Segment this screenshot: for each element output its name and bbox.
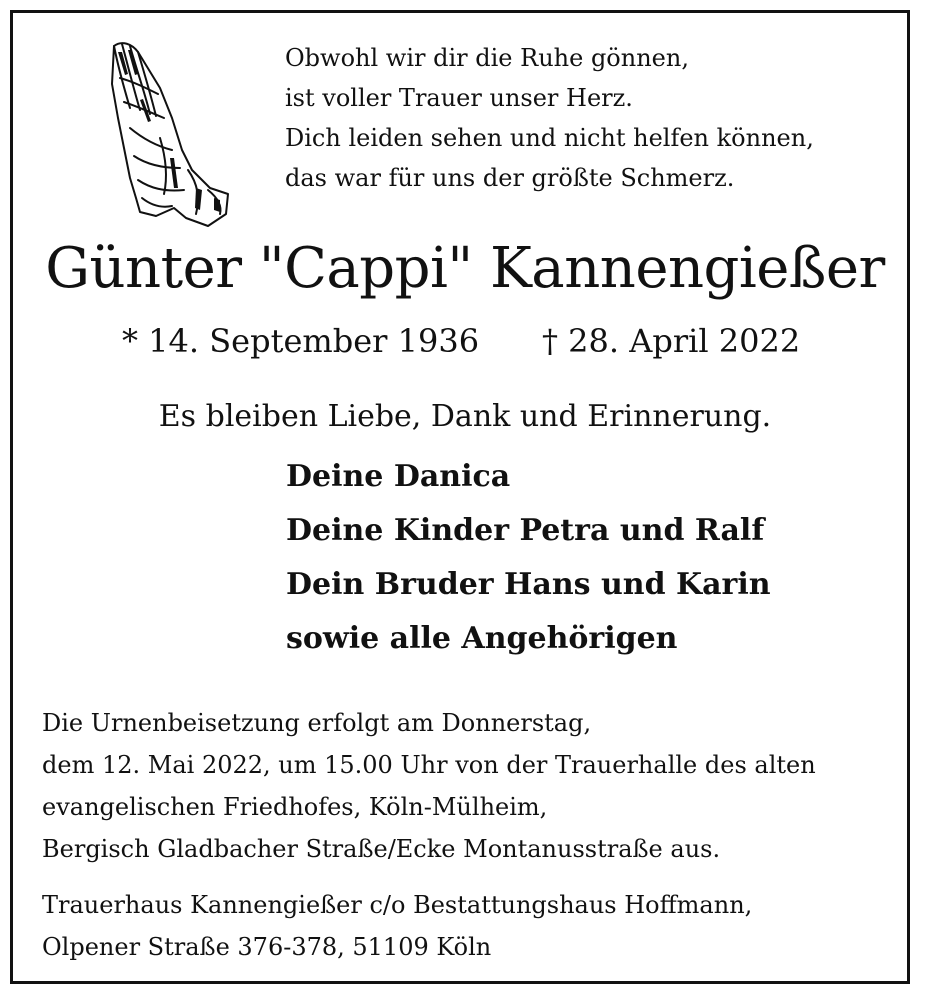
mourners-list [286, 450, 771, 666]
deceased-name: Günter "Cappi" Kannengießer [45, 236, 885, 301]
funeral-notice [42, 702, 816, 870]
poem-line: Dich leiden sehen und nicht helfen können, [285, 124, 814, 152]
mourner-entry: Deine Danica [286, 459, 511, 494]
mourning-address [42, 884, 752, 968]
funeral-line: Bergisch Gladbacher Straße/Ecke Montanusstraße aus. [42, 835, 721, 863]
poem [285, 38, 814, 198]
poem-line: ist voller Trauer unser Herz. [285, 84, 633, 112]
death-date: † 28. April 2022 [542, 322, 801, 360]
poem-line: Obwohl wir dir die Ruhe gönnen, [285, 44, 689, 72]
mourner-entry: Dein Bruder Hans und Karin [286, 567, 771, 602]
mourner-entry: Deine Kinder Petra und Ralf [286, 513, 765, 548]
motto: Es bleiben Liebe, Dank und Erinnerung. [158, 399, 772, 434]
address-line: Olpener Straße 376-378, 51109 Köln [42, 933, 492, 961]
funeral-line: dem 12. Mai 2022, um 15.00 Uhr von der Trauerhalle des alten [42, 751, 816, 779]
address-line: Trauerhaus Kannengießer c/o Bestattungshaus Hoffmann, [42, 891, 753, 919]
mourner-entry: sowie alle Angehörigen [286, 621, 678, 656]
funeral-line: evangelischen Friedhofes, Köln-Mülheim, [42, 793, 548, 821]
birth-date: * 14. September 1936 [122, 322, 480, 360]
praying-hands-icon [100, 38, 236, 228]
funeral-line: Die Urnenbeisetzung erfolgt am Donnerstag, [42, 709, 592, 737]
poem-line: das war für uns der größte Schmerz. [285, 164, 735, 192]
